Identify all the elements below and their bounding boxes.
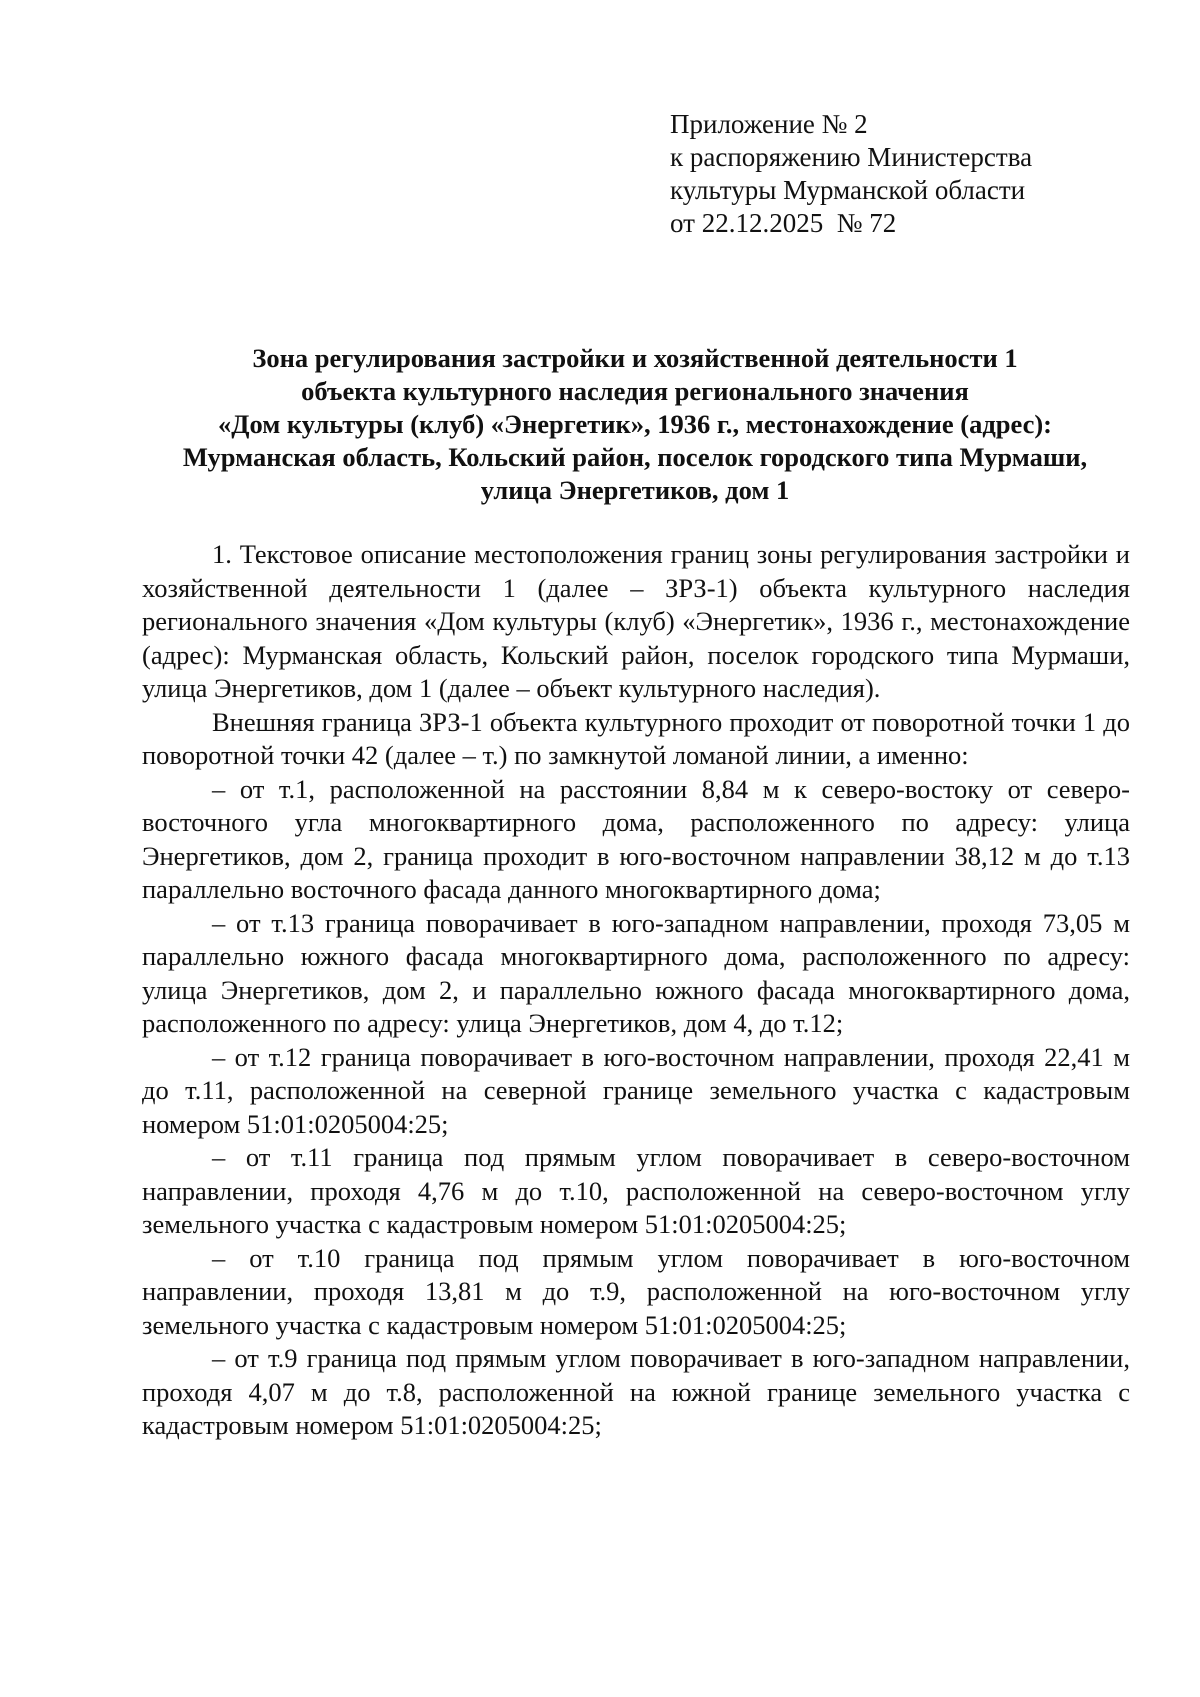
appendix-date-number: от 22.12.2025 № 72: [670, 208, 897, 238]
boundary-segment-paragraph: – от т.10 граница под прямым углом поворачивает в юго-восточном направлении, проходя 13,81 м до т.9, расположенной на юго-восточном углу земельного участка с кадастровым номером 51:01:0205004:25;: [142, 1242, 1130, 1340]
boundary-segment-paragraph: – от т.9 граница под прямым углом поворачивает в юго-западном направлении, проходя 4,07 м до т.8, расположенной на южной границе земельного участка с кадастровым номером 51:01:0205004:25;: [142, 1343, 1130, 1440]
appendix-line: Приложение № 2: [670, 109, 868, 139]
title-line: Зона регулирования застройки и хозяйственной деятельности 1: [252, 343, 1018, 373]
document-body: [142, 538, 1130, 1443]
appendix-header: [670, 108, 1032, 240]
body-paragraph: Внешняя граница ЗРЗ-1 объекта культурного проходит от поворотной точки 1 до поворотной точки 42 (далее – т.) по замкнутой ломаной линии, а именно:: [142, 706, 1130, 770]
title-line: объекта культурного наследия регионального значения: [301, 376, 969, 406]
boundary-segment-paragraph: – от т.11 граница под прямым углом поворачивает в северо-восточном направлении, проходя 4,76 м до т.10, расположенной на северо-восточном углу земельного участка с кадастровым номером 51:01:0205004:25;: [142, 1142, 1130, 1239]
title-line: улица Энергетиков, дом 1: [480, 475, 790, 505]
title-line: «Дом культуры (клуб) «Энергетик», 1936 г., местонахождение (адрес):: [217, 409, 1052, 439]
appendix-line: к распоряжению Министерства: [670, 142, 1033, 172]
appendix-line: культуры Мурманской области: [670, 175, 1026, 205]
boundary-segment-paragraph: – от т.13 граница поворачивает в юго-западном направлении, проходя 73,05 м параллельно южного фасада многоквартирного дома, расположенного по адресу: улица Энергетиков, дом 2, и параллельно южного фасада многоквартирного дома, расположенного по адресу: улица Энергетиков, дом 4, до т.12;: [142, 907, 1130, 1038]
boundary-segment-paragraph: – от т.1, расположенной на расстоянии 8,84 м к северо-востоку от северо-восточного угла многоквартирного дома, расположенного по адресу: улица Энергетиков, дом 2, граница проходит в юго-восточном направлении 38,12 м до т.13 параллельно восточного фасада данного многоквартирного дома;: [142, 773, 1130, 904]
boundary-segment-paragraph: – от т.12 граница поворачивает в юго-восточном направлении, проходя 22,41 м до т.11, расположенной на северной границе земельного участка с кадастровым номером 51:01:0205004:25;: [142, 1041, 1130, 1139]
body-paragraph: 1. Текстовое описание местоположения границ зоны регулирования застройки и хозяйственной деятельности 1 (далее – ЗРЗ-1) объекта культурного наследия регионального значения «Дом культуры (клуб) «Энергетик», 1936 г., местонахождение (адрес): Мурманская область, Кольский район, поселок городского типа Мурмаши, улица Энергетиков, дом 1 (далее – объект культурного наследия).: [142, 539, 1130, 703]
document-title: [140, 342, 1130, 507]
title-line: Мурманская область, Кольский район, поселок городского типа Мурмаши,: [182, 442, 1088, 472]
